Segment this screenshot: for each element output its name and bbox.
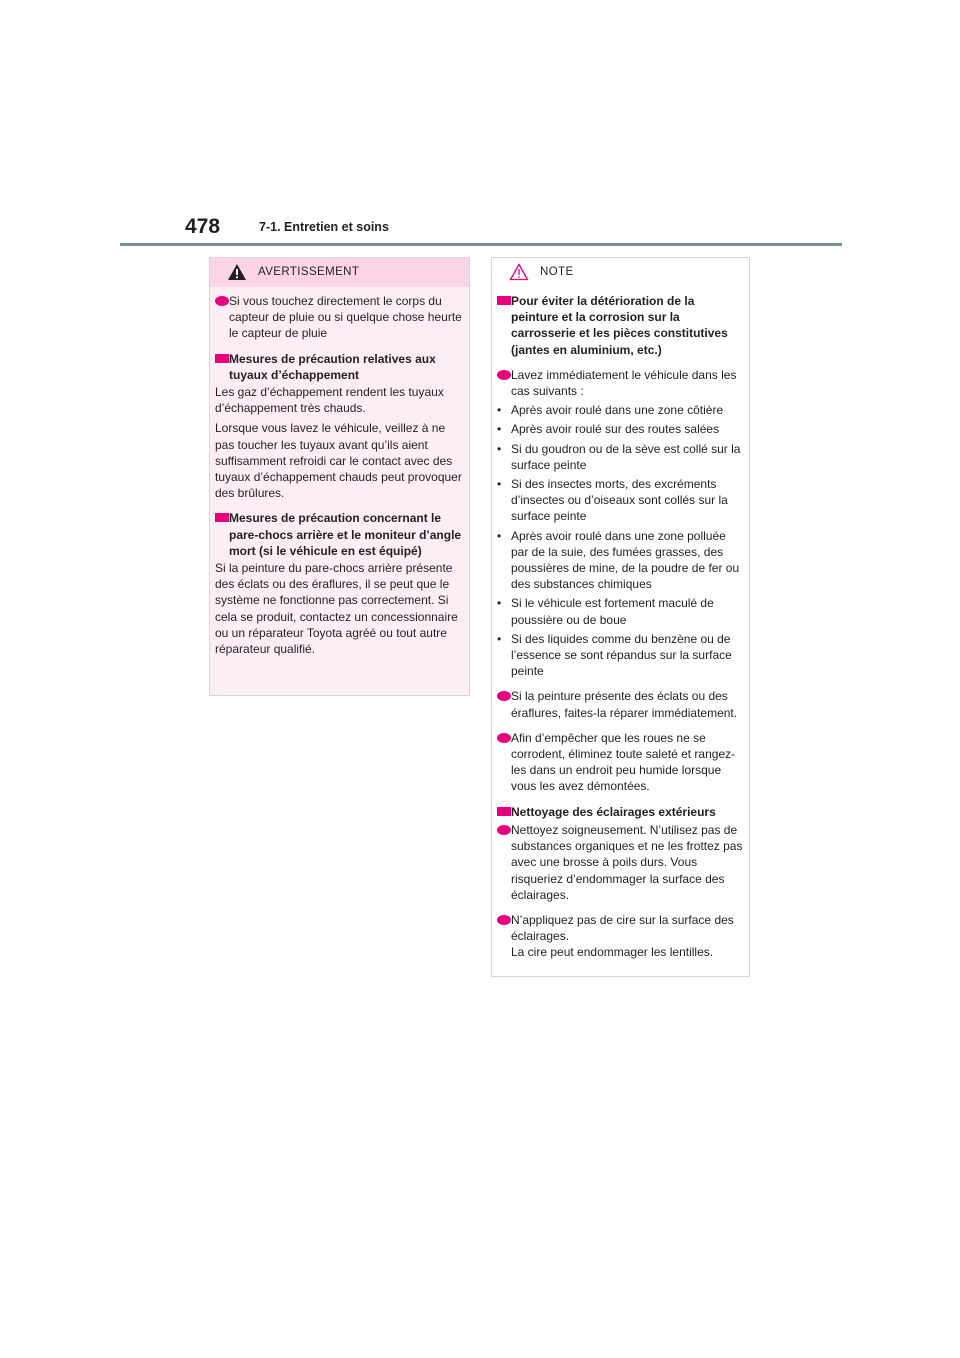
note-box bbox=[491, 257, 750, 977]
note-item-wax: N’appliquez pas de cire sur la surface des éclairages. La cire peut endommager les lentilles. bbox=[497, 912, 743, 961]
warning-body bbox=[210, 287, 469, 657]
section-title: 7-1. Entretien et soins bbox=[259, 220, 389, 234]
note-item-wheels: Afin d’empêcher que les roues ne se corrodent, éliminez toute saleté et rangez-les dans un endroit peu humide lorsque vous les avez démontées. bbox=[497, 730, 743, 795]
note-subitem: • Après avoir roulé dans une zone côtière bbox=[497, 403, 724, 418]
note-subitem: • Si des liquides comme du benzène ou de l’essence se sont répandus sur la surface peinte bbox=[497, 631, 732, 679]
warning-triangle-icon bbox=[227, 263, 247, 281]
bullet-dot-icon bbox=[497, 825, 511, 835]
warning-title: AVERTISSEMENT bbox=[258, 266, 360, 278]
bullet-dot-icon bbox=[497, 370, 511, 380]
note-header bbox=[492, 258, 749, 287]
bullet-square-icon bbox=[215, 354, 229, 363]
bullet-square-icon bbox=[497, 296, 511, 305]
warning-box bbox=[209, 257, 470, 696]
note-subitem: • Après avoir roulé sur des routes salées bbox=[497, 422, 720, 437]
note-title: NOTE bbox=[540, 266, 574, 278]
warning-heading-bumper: Mesures de précaution concernant le pare-chocs arrière et le moniteur d’angle mort (si le véhicule en est équipé) bbox=[215, 510, 463, 559]
page-number: 478 bbox=[185, 215, 221, 238]
note-subitem: • Si le véhicule est fortement maculé de poussière ou de boue bbox=[497, 596, 714, 627]
bullet-dot-icon bbox=[497, 915, 511, 925]
note-body bbox=[492, 287, 749, 961]
warning-para-bumper: Si la peinture du pare-chocs arrière présente des éclats ou des éraflures, il se peut que le système ne fonctionne pas correctement. Si cela se produit, contactez un concessionnaire ou un réparateur Toyota agréé ou tout autre réparateur qualifié. bbox=[215, 561, 458, 657]
note-subitem: • Si du goudron ou de la sève est collé sur la surface peinte bbox=[497, 441, 741, 472]
note-subitem: • Après avoir roulé dans une zone polluée par de la suie, des fumées grasses, des poussières de mine, de la poudre de fer ou des substances chimiques bbox=[497, 528, 740, 592]
caution-triangle-outline-icon bbox=[509, 263, 529, 281]
note-heading-lights: Nettoyage des éclairages extérieurs bbox=[497, 804, 743, 820]
warning-para-exhaust-heat: Les gaz d’échappement rendent les tuyaux d’échappement très chauds. bbox=[215, 385, 444, 416]
header-rule bbox=[120, 243, 842, 246]
note-heading-paint: Pour éviter la détérioration de la peinture et la corrosion sur la carrosserie et les pièces constitutives (jantes en aluminium, etc.) bbox=[497, 293, 743, 358]
note-item-clean-lights: Nettoyez soigneusement. N’utilisez pas de substances organiques et ne les frottez pas avec une brosse à poils durs. Vous risqueriez d’endommager la surface des éclairages. bbox=[497, 822, 743, 903]
warning-header bbox=[210, 258, 469, 287]
note-item-chips: Si la peinture présente des éclats ou des éraflures, faites-la réparer immédiatement. bbox=[497, 688, 743, 720]
bullet-dot-icon bbox=[497, 733, 511, 743]
bullet-square-icon bbox=[497, 807, 511, 816]
warning-para-exhaust-wash: Lorsque vous lavez le véhicule, veillez à ne pas toucher les tuyaux avant qu’ils aient suffisamment refroidi car le contact avec des tuyaux d’échappement chauds peut provoquer des brûlures. bbox=[215, 421, 462, 501]
bullet-dot-icon bbox=[497, 691, 511, 701]
note-subitem: • Si des insectes morts, des excréments d’insectes ou d’oiseaux sont collés sur la surface peinte bbox=[497, 477, 728, 524]
warning-heading-exhaust: Mesures de précaution relatives aux tuyaux d’échappement bbox=[215, 351, 463, 383]
note-item-wash-now: Lavez immédiatement le véhicule dans les cas suivants : bbox=[497, 367, 743, 399]
bullet-square-icon bbox=[215, 513, 229, 522]
bullet-dot-icon bbox=[215, 296, 229, 306]
warning-item-rain-sensor: Si vous touchez directement le corps du capteur de pluie ou si quelque chose heurte le capteur de pluie bbox=[215, 293, 463, 342]
